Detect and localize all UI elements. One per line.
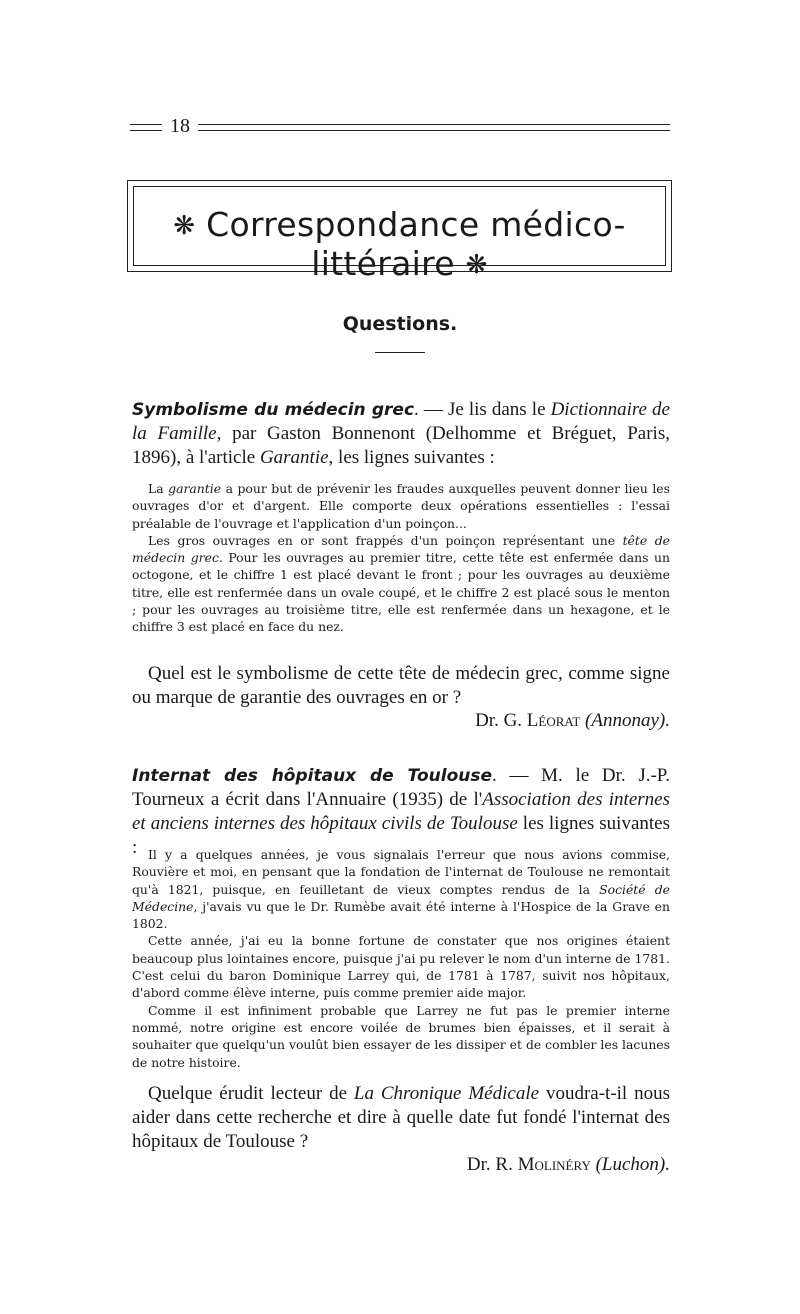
q1-quote-paragraph-2: Les gros ouvrages en or sont frappés d'un poinçon représentant une tête de médecin grec. Pour les ouvrages au premier titre, cette tête est enfermée dans un octogone, et le chiffre 1 est placé devant le front ; pour les ouvrages au deuxième titre, elle est renfermée dans un ovale coupé, et le chiffre 2 est placé sous le menton ; pour les ouvrages au troisième titre, elle est renfermée dans un hexagone, et le chiffre 3 est placé en face du nez. xyxy=(132,532,671,635)
q1-heading: Symbolisme du médecin grec xyxy=(132,400,415,420)
q2-quote-paragraph-1: Il y a quelques années, je vous signalais l'erreur que nous avions commise, Rouvière et moi, en pensant que la fondation de l'internat de Toulouse ne remontait qu'à 1821, puisque, en feuilletant de vieux comptes rendus de la Société de Médecine, j'avais vu que le Dr. Rumèbe avait été interne à l'Hospice de la Grave en 1802. xyxy=(132,847,671,932)
section-title-text: Correspondance médico-littéraire xyxy=(206,205,626,283)
q1-signature: Dr. G. Léorat (Annonay). xyxy=(475,710,670,731)
q2-intro: Internat des hôpitaux de Toulouse. — M. le Dr. J.-P. Tourneux a écrit dans l'Annuaire (1935) de l'Association des internes et anciens internes des hôpitaux civils de Toulouse les lignes suivantes : xyxy=(132,765,670,858)
questions-heading: Questions. xyxy=(342,313,458,335)
header-rule-left xyxy=(130,124,162,131)
ornament-left-icon: ❋ xyxy=(173,211,196,241)
title-inner-frame xyxy=(133,186,666,283)
header-rule-right xyxy=(198,124,670,131)
q1-intro: Symbolisme du médecin grec. — Je lis dans le Dictionnaire de la Famille, par Gaston Bonnenont (Delhomme et Bréguet, Paris, 1896), à l'article Garantie, les lignes suivantes : xyxy=(132,399,670,468)
q2-quote-paragraph-3: Comme il est infiniment probable que Larrey ne fut pas le premier interne nommé, notre origine est encore voilée de brumes bien épaisses, et il serait à souhaiter que quelqu'un voulût bien essayer de les dissiper et de combler les lacunes de notre histoire. xyxy=(132,1002,670,1070)
q2-signature: Dr. R. Molinéry (Luchon). xyxy=(466,1154,670,1175)
q2-heading: Internat des hôpitaux de Toulouse xyxy=(132,766,493,786)
questions-rule xyxy=(375,352,425,353)
section-title xyxy=(134,205,665,283)
page-number: 18 xyxy=(170,115,190,137)
ornament-right-icon: ❋ xyxy=(465,250,488,280)
q2-quote xyxy=(132,846,670,1071)
title-frame xyxy=(127,180,672,283)
q1-quote xyxy=(132,480,670,636)
q1-quote-paragraph-1: La garantie a pour but de prévenir les fraudes auxquelles peuvent donner lieu les ouvrages d'or et d'argent. Elle comporte deux opérations essentielles : l'essai préalable de l'ouvrage et l'application d'un poinçon... xyxy=(132,481,670,531)
q1-question: Quel est le symbolisme de cette tête de médecin grec, comme signe ou marque de garantie des ouvrages en or ? xyxy=(132,663,670,708)
q2-question: Quelque érudit lecteur de La Chronique Médicale voudra-t-il nous aider dans cette recherche et dire à quelle date fut fondé l'internat des hôpitaux de Toulouse ? xyxy=(132,1083,670,1152)
q2-quote-paragraph-2: Cette année, j'ai eu la bonne fortune de constater que nos origines étaient beaucoup plus lointaines encore, puisque j'ai pu relever le nom d'un interne de 1781. C'est celui du baron Dominique Larrey qui, de 1781 à 1787, suivit nos hôpitaux, d'abord comme élève interne, puis comme premier aide major. xyxy=(132,933,670,1001)
